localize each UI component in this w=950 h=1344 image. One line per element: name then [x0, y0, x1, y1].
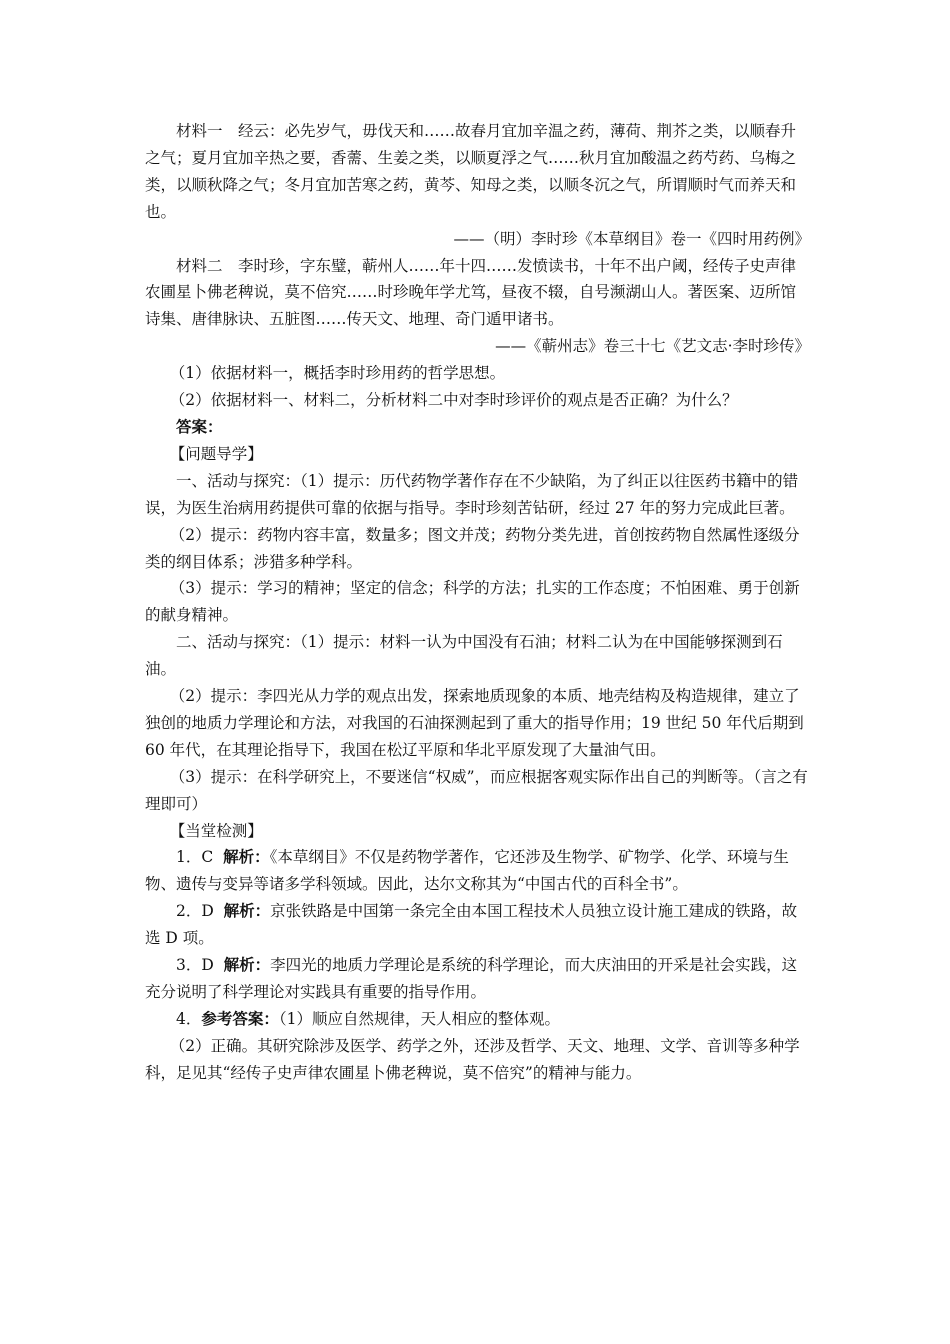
question-1: （1）依据材料一，概括李时珍用药的哲学思想。 — [169, 364, 506, 383]
check-item-3-text: 李四光的地质力学理论是系统的科学理论，而大庆油田的开采是社会实践，这充分说明了科学理论对实践具有重要的指导作用。 — [145, 956, 798, 1001]
material-one-source: ——（明）李时珍《本草纲目》卷一《四时用药例》 — [453, 229, 810, 248]
check-heading: 【当堂检测】 — [169, 821, 263, 840]
document-page — [145, 118, 810, 1087]
material-two-source: ——《蕲州志》卷三十七《艺文志·李时珍传》 — [495, 337, 810, 356]
guide-paragraph-1: 一、活动与探究：（1）提示：历代药物学著作存在不少缺陷，为了纠正以往医药书籍中的错误，为医生治病用药提供可靠的依据与指导。李时珍刻苦钻研，经过 27 年的努力完成此巨著。 — [145, 471, 799, 517]
answer-heading — [145, 414, 810, 441]
material-one-paragraph — [145, 118, 810, 226]
check-item-3 — [145, 952, 810, 1006]
check-item-1 — [145, 844, 810, 898]
check-item-1-text: 《本草纲目》不仅是药物学著作，它还涉及生物学、矿物学、化学、环境与生物、遗传与变异等诸多学科领域。因此，达尔文称其为“中国古代的百科全书”。 — [145, 848, 789, 894]
question-2: （2）依据材料一、材料二，分析材料二中对李时珍评价的观点是否正确？为什么？ — [169, 391, 738, 410]
check-item-4-part-2: （2）正确。其研究除涉及医学、药学之外，还涉及哲学、天文、地理、文学、音训等多种学科，足见其“经传子史声律农圃星卜佛老稗说，莫不倍究”的精神与能力。 — [145, 1036, 800, 1082]
check-item-4 — [145, 1006, 810, 1033]
check-item-2-text: 京张铁路是中国第一条完全由本国工程技术人员独立设计施工建成的铁路，故选 D 项。 — [145, 902, 798, 948]
guide-paragraph-6: （3）提示：在科学研究上，不要迷信“权威”，而应根据客观实际作出自己的判断等。（言之有理即可） — [145, 767, 808, 813]
material-two-text: 李时珍，字东璧，蕲州人……年十四……发愤读书，十年不出户阈，经传子史声律农圃星卜佛老稗说，莫不倍究……时珍晚年学尤笃，昼夜不辍，自号濒湖山人。著医案、迈所馆诗集、唐律脉诀、五脏图……传天文、地理、奇门遁甲诸书。 — [145, 256, 797, 329]
check-item-4-text: （1）顺应自然规律，天人相应的整体观。 — [278, 1009, 561, 1028]
check-item-3-number: 3．D — [176, 956, 214, 975]
check-item-2-number: 2．D — [176, 902, 214, 921]
guide-paragraph-4: 二、活动与探究：（1）提示：材料一认为中国没有石油；材料二认为在中国能够探测到石油。 — [145, 633, 783, 679]
check-item-1-label: 解析： — [223, 847, 270, 867]
material-one-label: 材料一 — [176, 122, 223, 140]
guide-paragraph-2: （2）提示：药物内容丰富，数量多；图文并茂；药物分类先进，首创按药物自然属性逐级分类的纲目体系；涉猎多种学科。 — [145, 525, 800, 571]
check-item-3-label: 解析： — [223, 955, 271, 975]
material-two-label: 材料二 — [176, 256, 223, 275]
check-item-2-label: 解析： — [223, 901, 271, 921]
guide-paragraph-5: （2）提示：李四光从力学的观点出发，探索地质现象的本质、地壳结构及构造规律，建立了独创的地质力学理论和方法，对我国的石油探测起到了重大的指导作用；19 世纪 50 年代后期到 60 年代，在其理论指导下，我国在松辽平原和华北平原发现了大量油气田。 — [145, 687, 804, 759]
answer-heading-text: 答案： — [176, 416, 223, 436]
guide-paragraph-3: （3）提示：学习的精神；坚定的信念；科学的方法；扎实的工作态度；不怕困难、勇于创新的献身精神。 — [145, 579, 800, 625]
material-one-text: 经云：必先岁气，毋伐天和……故春月宜加辛温之药，薄荷、荆芥之类，以顺春升之气；夏月宜加辛热之要，香薷、生姜之类，以顺夏浮之气……秋月宜加酸温之药芍药、乌梅之类，以顺秋降之气；冬月宜加苦寒之药，黄芩、知母之类，以顺冬沉之气，所谓顺时气而养天和也。 — [145, 122, 797, 221]
check-item-2 — [145, 898, 810, 952]
check-item-4-label: 参考答案： — [201, 1008, 279, 1028]
check-item-1-number: 1．C — [176, 848, 214, 867]
guide-heading: 【问题导学】 — [169, 444, 263, 463]
check-item-4-number: 4． — [176, 1009, 202, 1028]
material-two-paragraph — [145, 253, 810, 334]
